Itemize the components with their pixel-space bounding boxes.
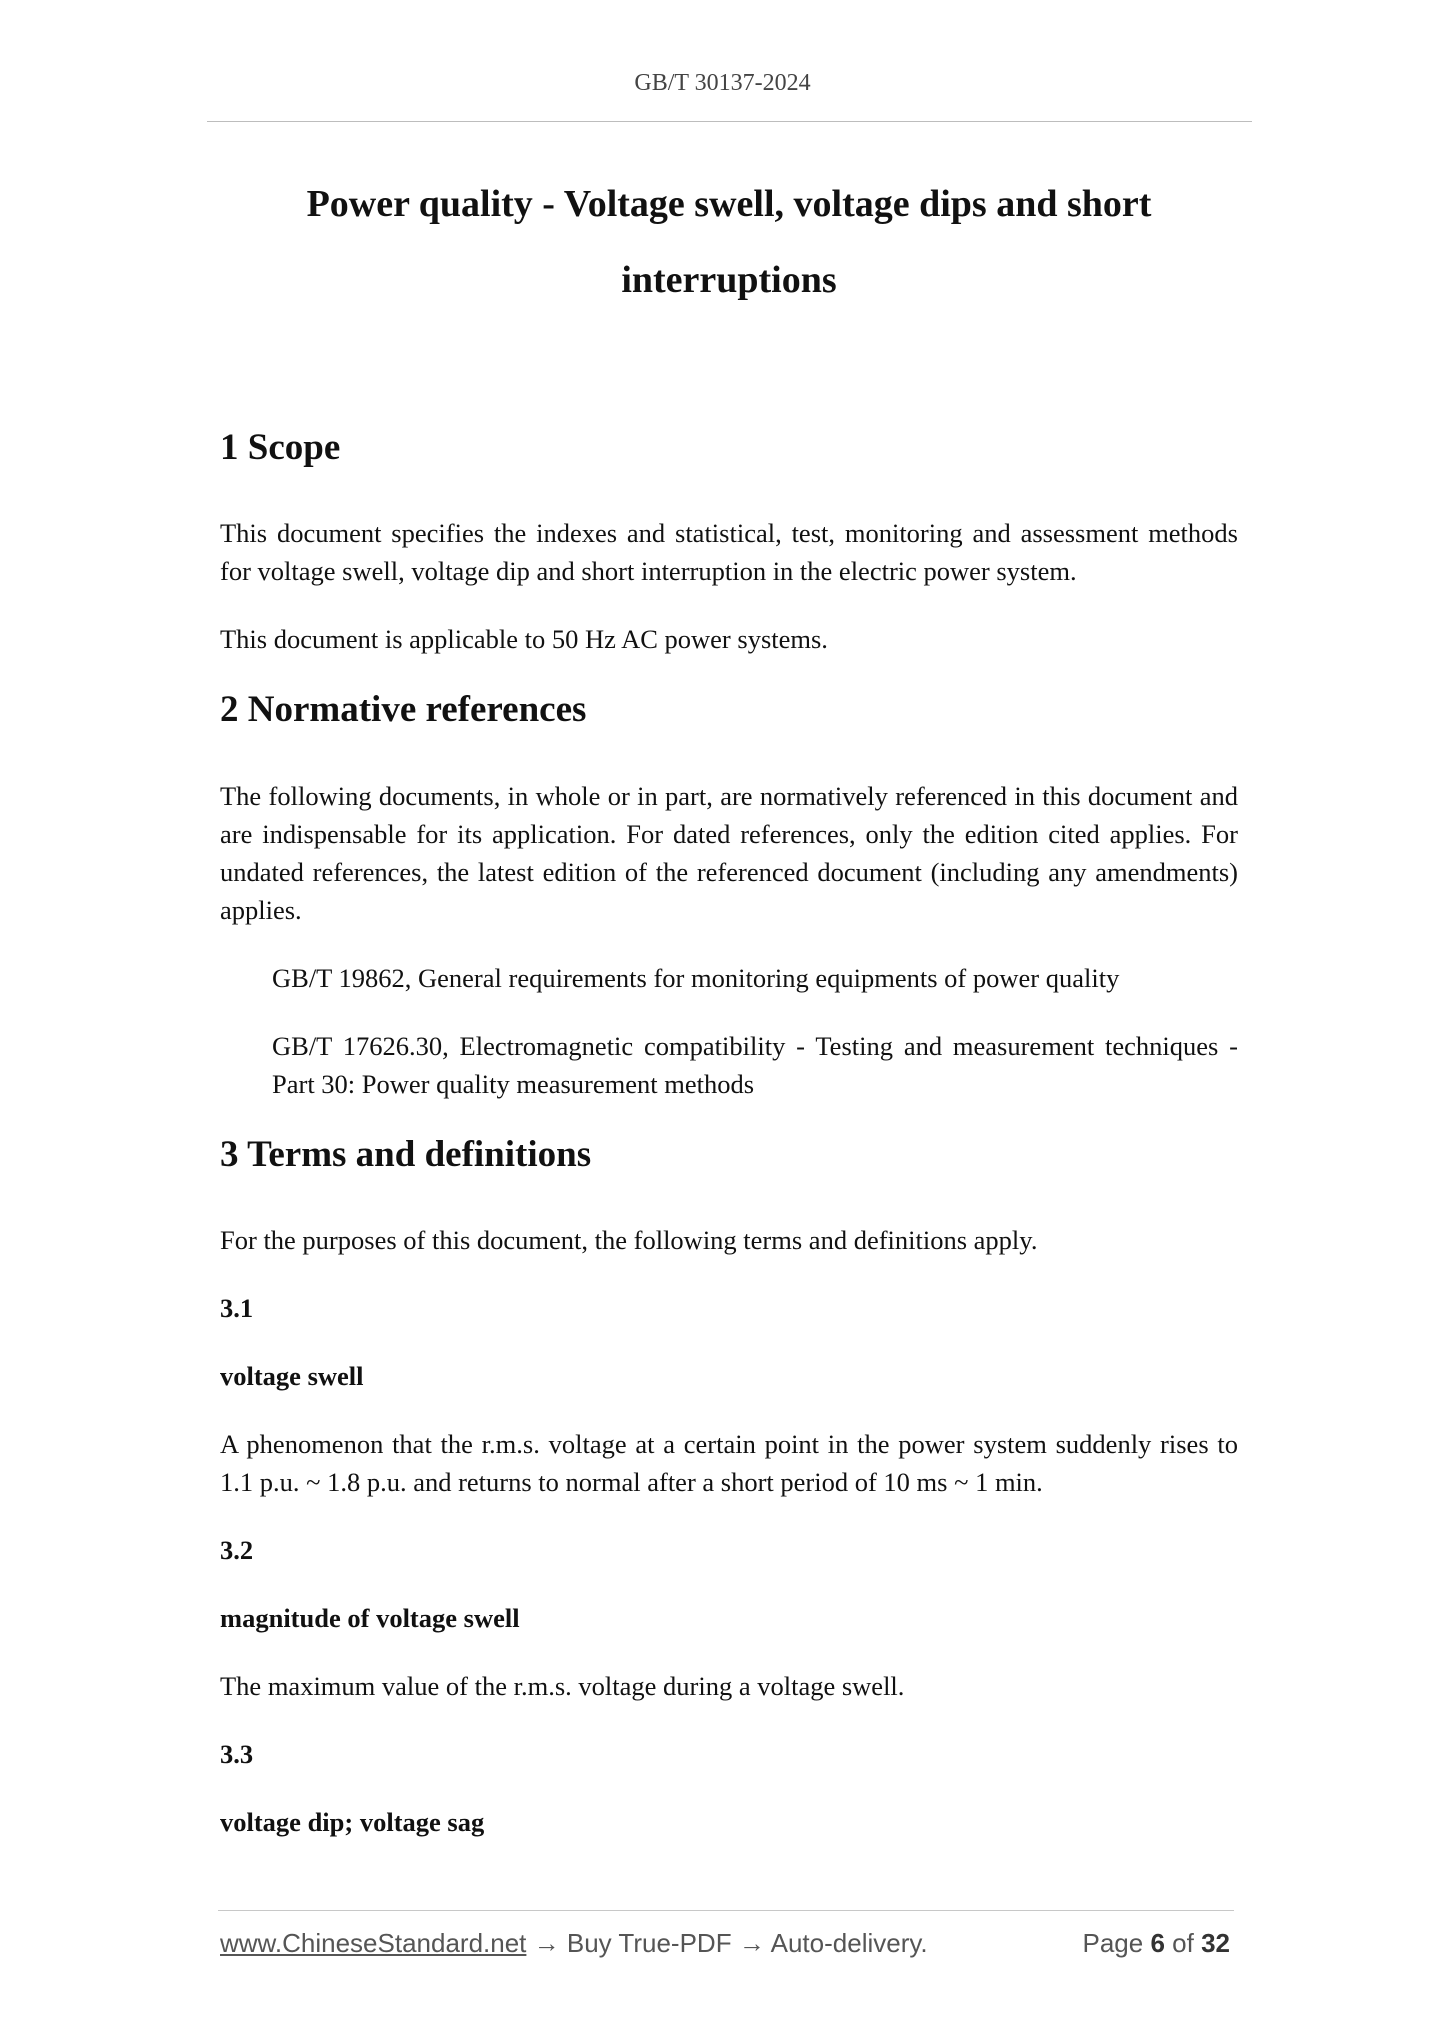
buy-pdf-text: Buy True-PDF <box>566 1928 732 1958</box>
total-pages: 32 <box>1201 1928 1230 1958</box>
term-name: voltage swell <box>220 1361 364 1392</box>
of-label: of <box>1172 1928 1194 1958</box>
term-number: 3.2 <box>220 1535 254 1566</box>
arrow-right-icon: → <box>738 1928 765 1958</box>
section-heading-scope: 1 Scope <box>220 427 341 468</box>
scope-paragraph-1: This document specifies the indexes and statistical, test, monitoring and assessment methods for voltage swell, voltage dip and short interruption in the electric power system. <box>220 518 1238 587</box>
reference-item: GB/T 17626.30, Electromagnetic compatibility - Testing and measurement techniques - Part 30: Power quality measurement methods <box>272 1030 1238 1099</box>
term-name: voltage dip; voltage sag <box>220 1807 485 1838</box>
page-label: Page <box>1082 1928 1144 1958</box>
term-definition: A phenomenon that the r.m.s. voltage at a certain point in the power system suddenly rises to 1.1 p.u. ~ 1.8 p.u. and returns to normal after a short period of 10 ms ~ 1 min. <box>220 1429 1238 1498</box>
term-definition: The maximum value of the r.m.s. voltage during a voltage swell. <box>220 1671 905 1702</box>
footer-divider <box>218 1910 1234 1911</box>
footer-promo <box>220 1928 928 1959</box>
website-link[interactable]: www.ChineseStandard.net <box>220 1928 527 1958</box>
page-content <box>220 166 1238 1871</box>
term-name: magnitude of voltage swell <box>220 1603 520 1634</box>
document-title-line-1: Power quality - Voltage swell, voltage dips and short <box>306 183 1152 225</box>
header-divider <box>207 121 1252 122</box>
document-title-line-2: interruptions <box>621 259 837 301</box>
document-title <box>220 166 1238 318</box>
term-number: 3.3 <box>220 1739 254 1770</box>
running-header: GB/T 30137-2024 <box>634 70 811 96</box>
scope-paragraph-2: This document is applicable to 50 Hz AC power systems. <box>220 624 828 655</box>
terms-intro: For the purposes of this document, the following terms and definitions apply. <box>220 1225 1038 1256</box>
section-heading-terms: 3 Terms and definitions <box>220 1133 592 1175</box>
auto-delivery-text: Auto-delivery. <box>770 1928 928 1958</box>
reference-item: GB/T 19862, General requirements for monitoring equipments of power quality <box>272 962 1120 993</box>
normative-paragraph: The following documents, in whole or in part, are normatively referenced in this document and are indispensable for its application. For dated references, only the edition cited applies. For undated references, the latest edition of the referenced document (including any amendments) applies. <box>220 780 1238 925</box>
arrow-right-icon: → <box>533 1928 560 1958</box>
current-page: 6 <box>1150 1928 1165 1958</box>
page-number <box>1082 1928 1230 1959</box>
term-number: 3.1 <box>220 1293 254 1324</box>
section-heading-normative-references: 2 Normative references <box>220 689 587 731</box>
